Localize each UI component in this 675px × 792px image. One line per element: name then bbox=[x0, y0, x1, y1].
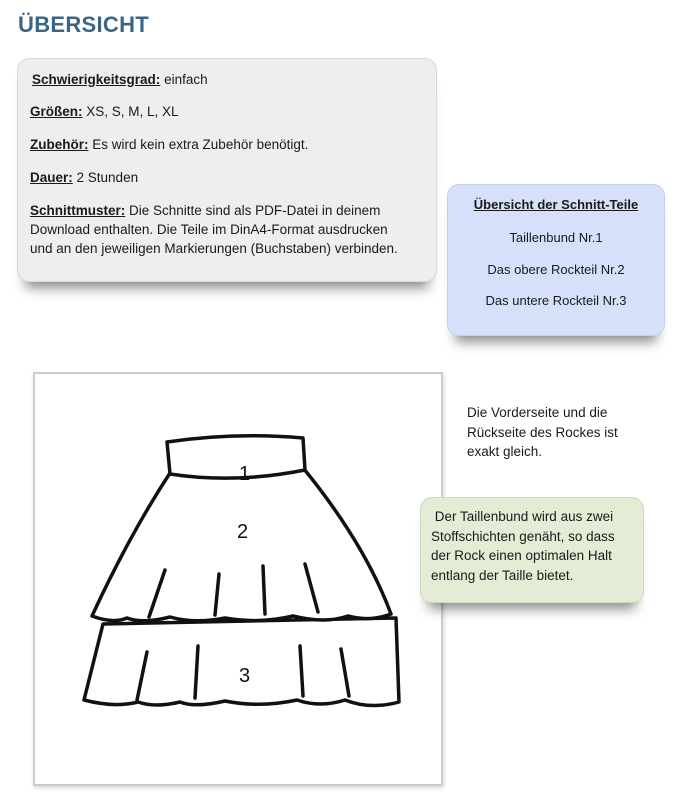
part-item: Taillenbund Nr.1 bbox=[509, 230, 603, 245]
accessories-row bbox=[30, 135, 430, 154]
info-panel bbox=[17, 58, 437, 282]
skirt-drawing bbox=[35, 374, 441, 784]
waistband-note bbox=[420, 497, 644, 603]
pattern-row bbox=[30, 201, 435, 258]
duration-label: Dauer: bbox=[30, 170, 73, 185]
difficulty-row bbox=[32, 70, 432, 89]
waistband-note-line2: Stoffschichten genäht, so dass bbox=[431, 528, 615, 544]
page-title: ÜBERSICHT bbox=[18, 12, 150, 37]
front-back-note bbox=[467, 403, 647, 462]
skirt-illustration bbox=[33, 372, 443, 786]
part-item: Das obere Rockteil Nr.2 bbox=[487, 262, 625, 277]
accessories-value: Es wird kein extra Zubehör benötigt. bbox=[92, 137, 309, 152]
difficulty-value: einfach bbox=[164, 72, 208, 87]
pattern-line1: Die Schnitte sind als PDF-Datei in deinem bbox=[129, 203, 381, 218]
duration-value: 2 Stunden bbox=[76, 170, 139, 185]
upper-tier bbox=[92, 469, 391, 621]
pattern-parts-panel bbox=[447, 184, 665, 336]
sizes-row bbox=[30, 102, 430, 121]
front-back-line1: Die Vorderseite und die bbox=[467, 405, 608, 420]
waistband-note-line4: entlang der Taille bietet. bbox=[431, 567, 574, 583]
pattern-line2: Download enthalten. Die Teile im DinA4-Format ausdrucken bbox=[30, 222, 388, 237]
parts-heading: Übersicht der Schnitt-Teile bbox=[473, 197, 639, 212]
pattern-line3: und an den jeweiligen Markierungen (Buchstaben) verbinden. bbox=[30, 241, 398, 256]
accessories-label: Zubehör: bbox=[30, 137, 89, 152]
sizes-value: XS, S, M, L, XL bbox=[86, 104, 179, 119]
lower-tier bbox=[84, 618, 399, 706]
lower-tier-number: 3 bbox=[239, 665, 251, 687]
waistband-note-line1: Der Taillenbund wird aus zwei bbox=[431, 509, 614, 524]
upper-tier-number: 2 bbox=[237, 521, 249, 543]
pattern-label: Schnittmuster: bbox=[30, 203, 126, 218]
duration-row bbox=[30, 168, 430, 187]
fold-line bbox=[263, 566, 265, 614]
waistband-number: 1 bbox=[239, 463, 251, 485]
waistband bbox=[167, 436, 305, 478]
waistband-note-line3: der Rock einen optimalen Halt bbox=[431, 548, 612, 563]
front-back-line3: exakt gleich. bbox=[467, 444, 543, 459]
front-back-line2: Rückseite des Rockes ist bbox=[467, 424, 618, 440]
part-item: Das untere Rockteil Nr.3 bbox=[485, 293, 627, 308]
sizes-label: Größen: bbox=[30, 104, 83, 119]
difficulty-label: Schwierigkeitsgrad: bbox=[32, 72, 161, 87]
